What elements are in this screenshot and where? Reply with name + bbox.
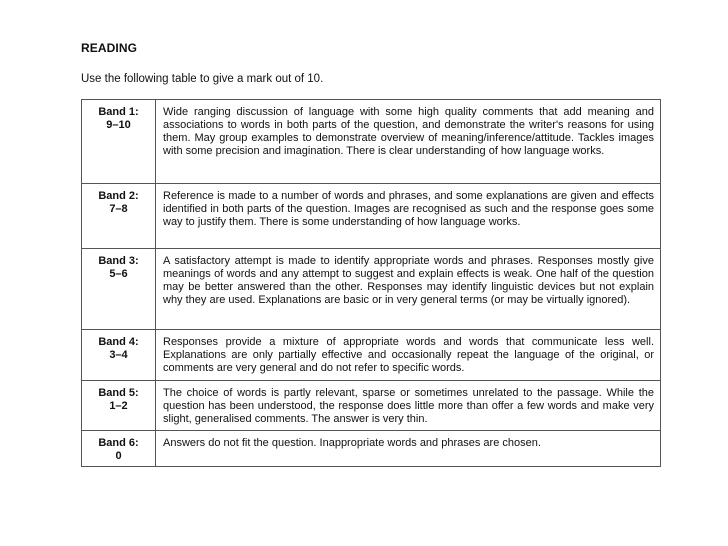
band-label: Band 1:	[98, 106, 139, 118]
table-row	[82, 431, 661, 467]
band-description: Responses provide a mixture of appropriate words and words that communicate less well. Explanations are only partially effective and occasionally repeat the language of the original, or comments are very general and do not refer to specific words.	[156, 330, 661, 381]
table-row	[82, 330, 661, 381]
band-range: 0	[115, 450, 122, 462]
band-label: Band 4:	[98, 336, 139, 348]
band-range: 5–6	[109, 268, 128, 280]
instruction-text: Use the following table to give a mark out of 10.	[81, 73, 324, 85]
band-label-cell	[82, 431, 156, 467]
band-label: Band 3:	[98, 255, 139, 267]
band-label-cell	[82, 184, 156, 249]
band-label-cell	[82, 100, 156, 184]
band-range: 3–4	[109, 349, 128, 361]
table-row	[82, 249, 661, 330]
band-label: Band 6:	[98, 437, 139, 449]
table-row	[82, 100, 661, 184]
section-heading: READING	[81, 41, 138, 55]
band-description: The choice of words is partly relevant, sparse or sometimes unrelated to the passage. While the question has been understood, the response does little more than offer a few words and make very slight, generalised comments. The answer is very thin.	[156, 381, 661, 431]
band-label: Band 5:	[98, 387, 139, 399]
table-row	[82, 381, 661, 431]
band-label-cell	[82, 249, 156, 330]
band-label: Band 2:	[98, 190, 139, 202]
band-range: 7–8	[109, 203, 128, 215]
band-description: Reference is made to a number of words and phrases, and some explanations are given and effects identified in both parts of the question. Images are recognised as such and the response goes some way to justify them. There is some understanding of how language works.	[156, 184, 661, 249]
band-description: A satisfactory attempt is made to identify appropriate words and phrases. Responses mostly give meanings of words and any attempt to suggest and explain effects is weak. One half of the question may be better answered than the other. Responses may identify linguistic devices but not explain why they are used. Explanations are basic or in very general terms (or may be virtually ignored).	[156, 249, 661, 330]
band-range: 1–2	[109, 400, 128, 412]
band-range: 9–10	[106, 119, 131, 131]
band-description: Wide ranging discussion of language with some high quality comments that add meaning and associations to words in both parts of the question, and demonstrate the writer's reasons for using them. May group examples to demonstrate overview of meaning/inference/attitude. Tackles images with some precision and imagination. There is clear understanding of how language works.	[156, 100, 661, 184]
table-row	[82, 184, 661, 249]
band-label-cell	[82, 381, 156, 431]
band-label-cell	[82, 330, 156, 381]
band-description: Answers do not fit the question. Inappropriate words and phrases are chosen.	[156, 431, 661, 467]
marking-bands-table	[81, 99, 661, 467]
